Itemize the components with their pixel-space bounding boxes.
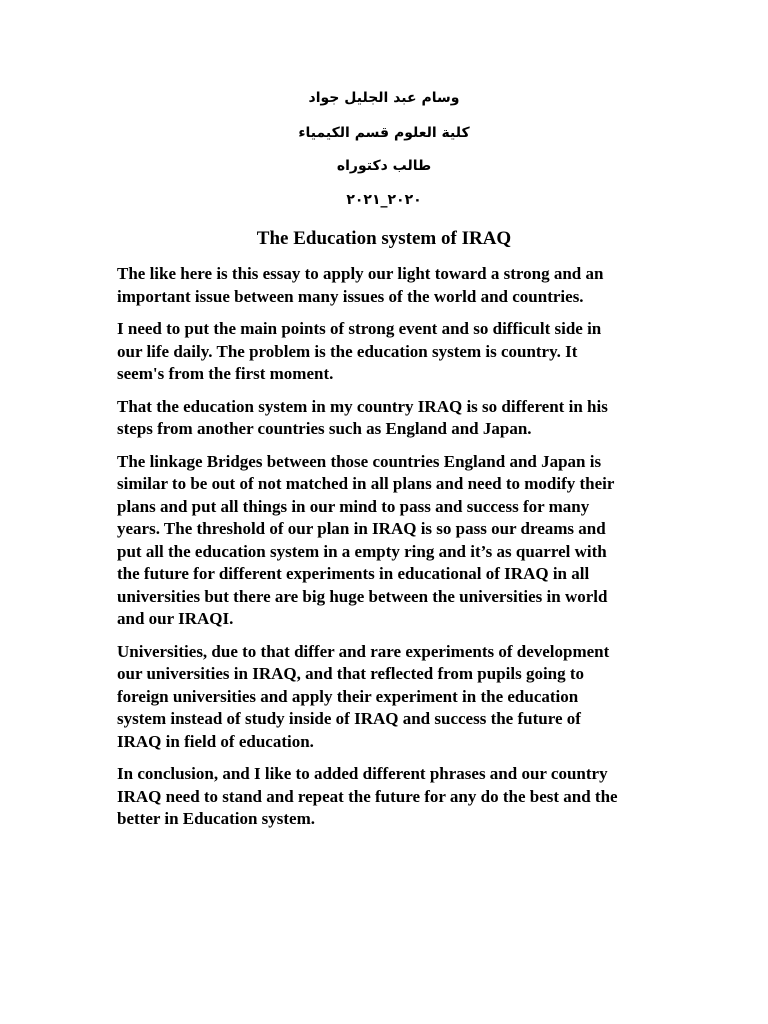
college-department: كلية العلوم قسم الكيمياء xyxy=(298,125,470,141)
student-status: طالب دكتوراه xyxy=(336,158,432,174)
academic-year: ٢٠٢٠_٢٠٢١ xyxy=(346,192,422,208)
paragraph-4: The linkage Bridges between those countries England and Japan is similar to be out of not matched in all plans and need to modify their plans and put all things in our mind to pass and success for many years. The threshold of our plan in IRAQ is so pass our dreams and put all the education system in a empty ring and it’s as quarrel with the future for different experiments in educational of IRAQ in all universities but there are big huge between the universities in world and our IRAQI. xyxy=(117,451,615,628)
paragraph-5: Universities, due to that differ and rare experiments of development our universities in IRAQ, and that reflected from pupils going to foreign universities and apply their experiment in the education system instead of study inside of IRAQ and success the future of IRAQ in field of education. xyxy=(117,641,610,751)
paragraph-2: I need to put the main points of strong event and so difficult side in our life daily. The problem is the education system is country. It seem's from the first moment. xyxy=(117,319,602,383)
document-title: The Education system of IRAQ xyxy=(256,228,512,249)
document-body xyxy=(117,263,657,841)
paragraph-1: The like here is this essay to apply our light toward a strong and an important issue between many issues of the world and countries. xyxy=(117,264,604,306)
paragraph-3: That the education system in my country IRAQ is so different in his steps from another countries such as England and Japan. xyxy=(117,396,608,438)
author-name: وسام عبد الجليل جواد xyxy=(308,90,460,106)
paragraph-6: In conclusion, and I like to added different phrases and our country IRAQ need to stand and repeat the future for any do the best and the better in Education system. xyxy=(117,764,618,828)
